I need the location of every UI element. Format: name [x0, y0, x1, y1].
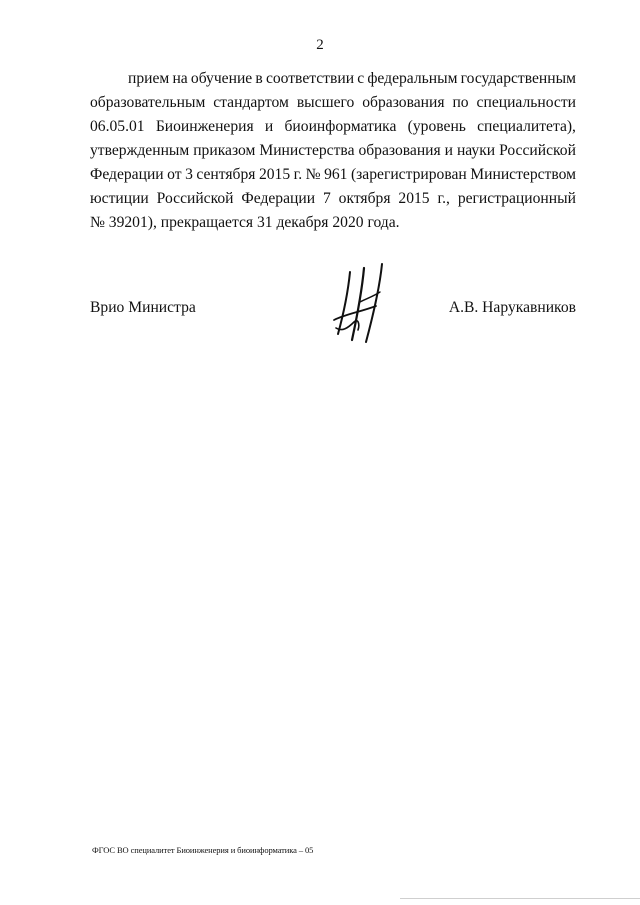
text-word: регистрационный — [457, 190, 576, 207]
text-word: № 39201), прекращается 31 декабря 2020 года. — [90, 214, 400, 231]
text-word: Российской — [499, 142, 576, 159]
scan-edge-divider — [400, 898, 640, 899]
text-word: высшего — [296, 94, 355, 111]
text-word: Федерации — [90, 166, 164, 183]
text-line — [90, 187, 576, 211]
text-word: 3 — [185, 166, 193, 183]
text-word: в — [255, 70, 263, 87]
text-word: 06.05.01 — [90, 118, 145, 135]
handwritten-signature — [330, 262, 394, 346]
signatory-name: А.В. Нарукавников — [448, 299, 576, 316]
text-word: 7 — [322, 190, 331, 207]
text-word: октября — [338, 190, 391, 207]
text-word: на — [172, 70, 188, 87]
footer-note: ФГОС ВО специалитет Биоинженерия и биоинформатика – 05 — [92, 845, 314, 855]
text-word: государственным — [460, 70, 576, 87]
text-word: специальности — [476, 94, 576, 111]
text-word: Биоинженерия — [155, 118, 254, 135]
text-word: с — [357, 70, 365, 87]
text-word: по — [452, 94, 469, 111]
text-line — [90, 115, 576, 139]
text-word: прием — [128, 70, 170, 87]
text-word: Российской — [156, 190, 234, 207]
text-word: и — [264, 118, 274, 135]
text-word: Министерства — [259, 142, 355, 159]
text-line — [90, 139, 576, 163]
text-word: стандартом — [213, 94, 289, 111]
text-word: обучение — [190, 70, 253, 87]
signatory-title: Врио Министра — [90, 299, 196, 316]
text-word: утвержденным — [90, 142, 190, 159]
text-word: специалитета), — [477, 118, 576, 135]
text-line — [90, 163, 576, 187]
text-word: биоинформатика — [284, 118, 397, 135]
text-word: федеральным — [367, 70, 458, 87]
page-number: 2 — [316, 37, 324, 53]
text-line — [90, 211, 576, 235]
text-word: (уровень — [407, 118, 466, 135]
text-word: 961 — [324, 166, 348, 183]
text-word: и — [444, 142, 453, 159]
text-word: г. — [293, 166, 303, 183]
text-word: образования — [362, 94, 445, 111]
text-word: приказом — [193, 142, 256, 159]
text-line — [90, 67, 576, 91]
text-word: Министерством — [470, 166, 576, 183]
text-word: от — [167, 166, 182, 183]
text-word: № — [305, 166, 321, 183]
text-word: образовательным — [90, 94, 206, 111]
text-word: Федерации — [241, 190, 316, 207]
text-word: образования — [358, 142, 441, 159]
text-word: 2015 — [258, 166, 291, 183]
text-word: юстиции — [90, 190, 149, 207]
text-word: г., — [437, 190, 450, 207]
text-word: (зарегистрирован — [350, 166, 467, 183]
text-word: 2015 — [398, 190, 430, 207]
text-word: соответствии — [265, 70, 355, 87]
text-word: сентября — [196, 166, 256, 183]
text-line — [90, 91, 576, 115]
body-paragraph — [90, 67, 576, 235]
text-word: науки — [456, 142, 496, 159]
